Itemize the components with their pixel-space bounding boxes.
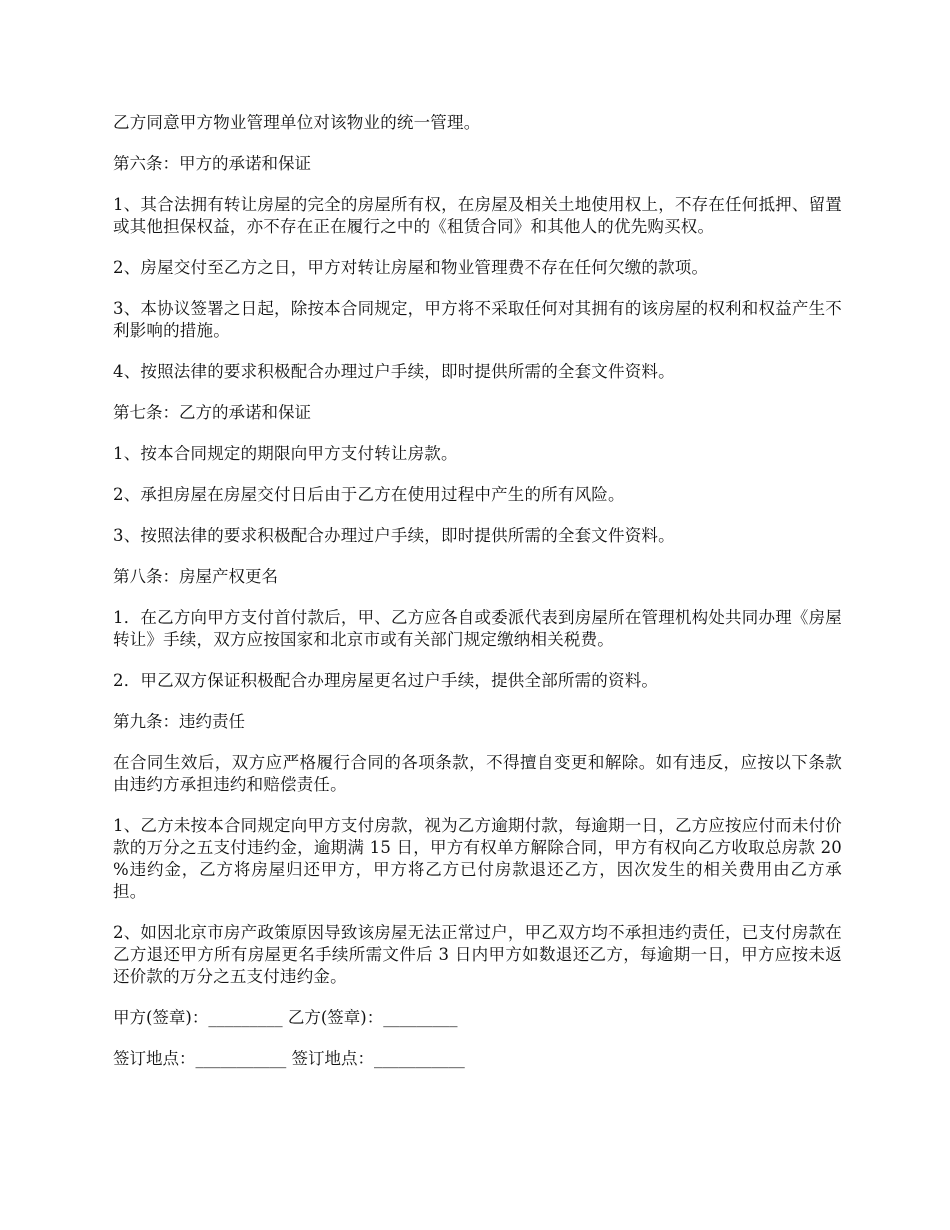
paragraph-article-7-item-2: 2、承担房屋在房屋交付日后由于乙方在使用过程中产生的所有风险。 (113, 485, 625, 504)
signature-line-location: 签订地点：___________ 签订地点：___________ (113, 1049, 465, 1068)
paragraph-article-6-item-2: 2、房屋交付至乙方之日，甲方对转让房屋和物业管理费不存在任何欠缴的款项。 (113, 258, 709, 277)
paragraph-article-9-item-1: 1、乙方未按本合同规定向甲方支付房款，视为乙方逾期付款，每逾期一日，乙方应按应付而未付价款的万分之五支付违约金，逾期满 15 日，甲方有权单方解除合同，甲方有权向乙方收取总房款 20 %违约金，乙方将房屋归还甲方，甲方将乙方已付房款退还乙方，因次发生的相关费用由乙方承担。 (113, 816, 842, 901)
paragraph-article-9-item-2: 2、如因北京市房产政策原因导致该房屋无法正常过户，甲乙双方均不承担违约责任，已支付房款在乙方退还甲方所有房屋更名手续所需文件后 3 日内甲方如数退还乙方，每逾期一日，甲方应按未返还价款的万分之五支付违约金。 (113, 923, 842, 986)
paragraph-article-6-item-1: 1、其合法拥有转让房屋的完全的房屋所有权，在房屋及相关土地使用权上，不存在任何抵押、留置或其他担保权益，亦不存在正在履行之中的《租赁合同》和其他人的优先购买权。 (113, 195, 842, 236)
heading-article-7: 第七条：乙方的承诺和保证 (113, 403, 311, 422)
paragraph-property-management: 乙方同意甲方物业管理单位对该物业的统一管理。 (113, 113, 481, 132)
heading-article-9: 第九条：违约责任 (113, 712, 245, 731)
heading-article-6: 第六条：甲方的承诺和保证 (113, 154, 311, 173)
paragraph-article-6-item-4: 4、按照法律的要求积极配合办理过户手续，即时提供所需的全套文件资料。 (113, 362, 675, 381)
paragraph-article-6-item-3: 3、本协议签署之日起，除按本合同规定，甲方将不采取任何对其拥有的该房屋的权利和权益产生不利影响的措施。 (113, 299, 842, 340)
heading-article-8: 第八条：房屋产权更名 (113, 567, 278, 586)
paragraph-article-7-item-3: 3、按照法律的要求积极配合办理过户手续，即时提供所需的全套文件资料。 (113, 526, 675, 545)
paragraph-article-8-item-2: 2．甲乙双方保证积极配合办理房屋更名过户手续，提供全部所需的资料。 (113, 671, 659, 690)
paragraph-article-8-item-1: 1．在乙方向甲方支付首付款后，甲、乙方应各自或委派代表到房屋所在管理机构处共同办理《房屋转让》手续，双方应按国家和北京市或有关部门规定缴纳相关税费。 (113, 608, 842, 649)
paragraph-article-7-item-1: 1、按本合同规定的期限向甲方支付转让房款。 (113, 444, 458, 463)
paragraph-article-9-intro: 在合同生效后，双方应严格履行合同的各项条款，不得擅自变更和解除。如有违反，应按以下条款由违约方承担违约和赔偿责任。 (113, 753, 842, 794)
signature-line-parties: 甲方(签章)：_________ 乙方(签章)：_________ (113, 1008, 458, 1027)
